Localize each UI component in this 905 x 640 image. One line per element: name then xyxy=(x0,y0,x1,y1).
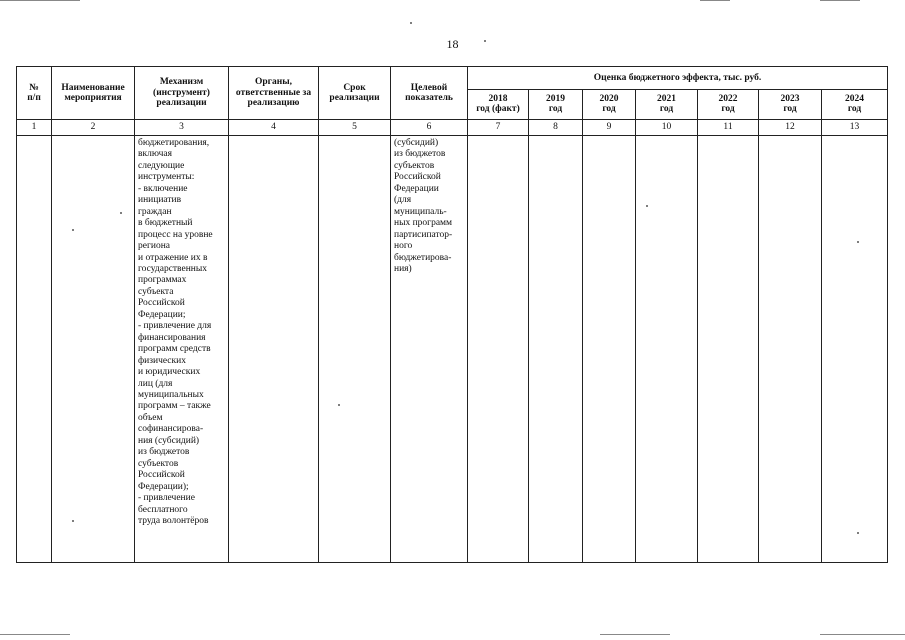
column-number: 5 xyxy=(319,120,391,136)
cell-year-2018 xyxy=(468,136,529,563)
column-number: 11 xyxy=(698,120,759,136)
column-number: 8 xyxy=(529,120,583,136)
header-term: Срок реализации xyxy=(319,67,391,120)
header-year-2024: 2024 год xyxy=(822,89,888,119)
header-number: № п/п xyxy=(17,67,52,120)
cell-target-indicator xyxy=(391,136,468,563)
header-responsible-bodies: Органы, ответственные за реализацию xyxy=(229,67,319,120)
scan-speck xyxy=(484,40,486,42)
column-number-row xyxy=(17,120,888,136)
cell-responsible-bodies xyxy=(229,136,319,563)
column-number: 13 xyxy=(822,120,888,136)
header-budget-effect: Оценка бюджетного эффекта, тыс. руб. xyxy=(468,67,888,90)
column-number: 6 xyxy=(391,120,468,136)
header-year-2020: 2020 год xyxy=(583,89,636,119)
column-number: 12 xyxy=(759,120,822,136)
scan-edge-mark xyxy=(600,634,670,635)
cell-year-2021 xyxy=(636,136,698,563)
scan-edge-mark xyxy=(0,634,70,635)
header-target-indicator: Целевой показатель xyxy=(391,67,468,120)
measures-table-wrapper xyxy=(16,66,887,563)
header-measure-name: Наименование мероприятия xyxy=(52,67,135,120)
cell-term xyxy=(319,136,391,563)
cell-year-2022 xyxy=(698,136,759,563)
scan-edge-mark xyxy=(0,0,80,1)
column-number: 3 xyxy=(135,120,229,136)
header-year-2022: 2022 год xyxy=(698,89,759,119)
target-indicator-text: (субсидий) из бюджетов субъектов Российской Федерации (для муниципаль- ных программ партисипатор- ного бюджетирова- ния) xyxy=(394,138,453,274)
scan-edge-mark xyxy=(820,0,860,1)
mechanism-text: бюджетирования, включая следующие инструменты: - включение инициатив граждан в бюджетный процесс на уровне региона и отражение их в государственных программах субъекта Российской Федерации; - привлечение для финансирования программ средств физических и юридических лиц (для муниципальных программ – также объем софинансирова- ния (субсидий) из бюджетов субъектов Российской Федерации); - привлечение бесплатного труда волонтёров xyxy=(138,138,213,526)
column-number: 10 xyxy=(636,120,698,136)
header-year-2019: 2019 год xyxy=(529,89,583,119)
measures-table xyxy=(16,66,888,563)
cell-year-2019 xyxy=(529,136,583,563)
column-number: 7 xyxy=(468,120,529,136)
page-number: 18 xyxy=(446,37,459,51)
cell-measure-name xyxy=(52,136,135,563)
scan-speck xyxy=(410,22,412,24)
cell-mechanism xyxy=(135,136,229,563)
column-number: 9 xyxy=(583,120,636,136)
header-mechanism: Механизм (инструмент) реализации xyxy=(135,67,229,120)
cell-year-2023 xyxy=(759,136,822,563)
cell-year-2020 xyxy=(583,136,636,563)
column-number: 4 xyxy=(229,120,319,136)
header-year-2023: 2023 год xyxy=(759,89,822,119)
table-row xyxy=(17,136,888,563)
header-year-2018: 2018 год (факт) xyxy=(468,89,529,119)
cell-number xyxy=(17,136,52,563)
scan-edge-mark xyxy=(700,0,730,1)
header-year-2021: 2021 год xyxy=(636,89,698,119)
cell-year-2024 xyxy=(822,136,888,563)
column-number: 1 xyxy=(17,120,52,136)
column-number: 2 xyxy=(52,120,135,136)
scan-edge-mark xyxy=(820,634,905,635)
